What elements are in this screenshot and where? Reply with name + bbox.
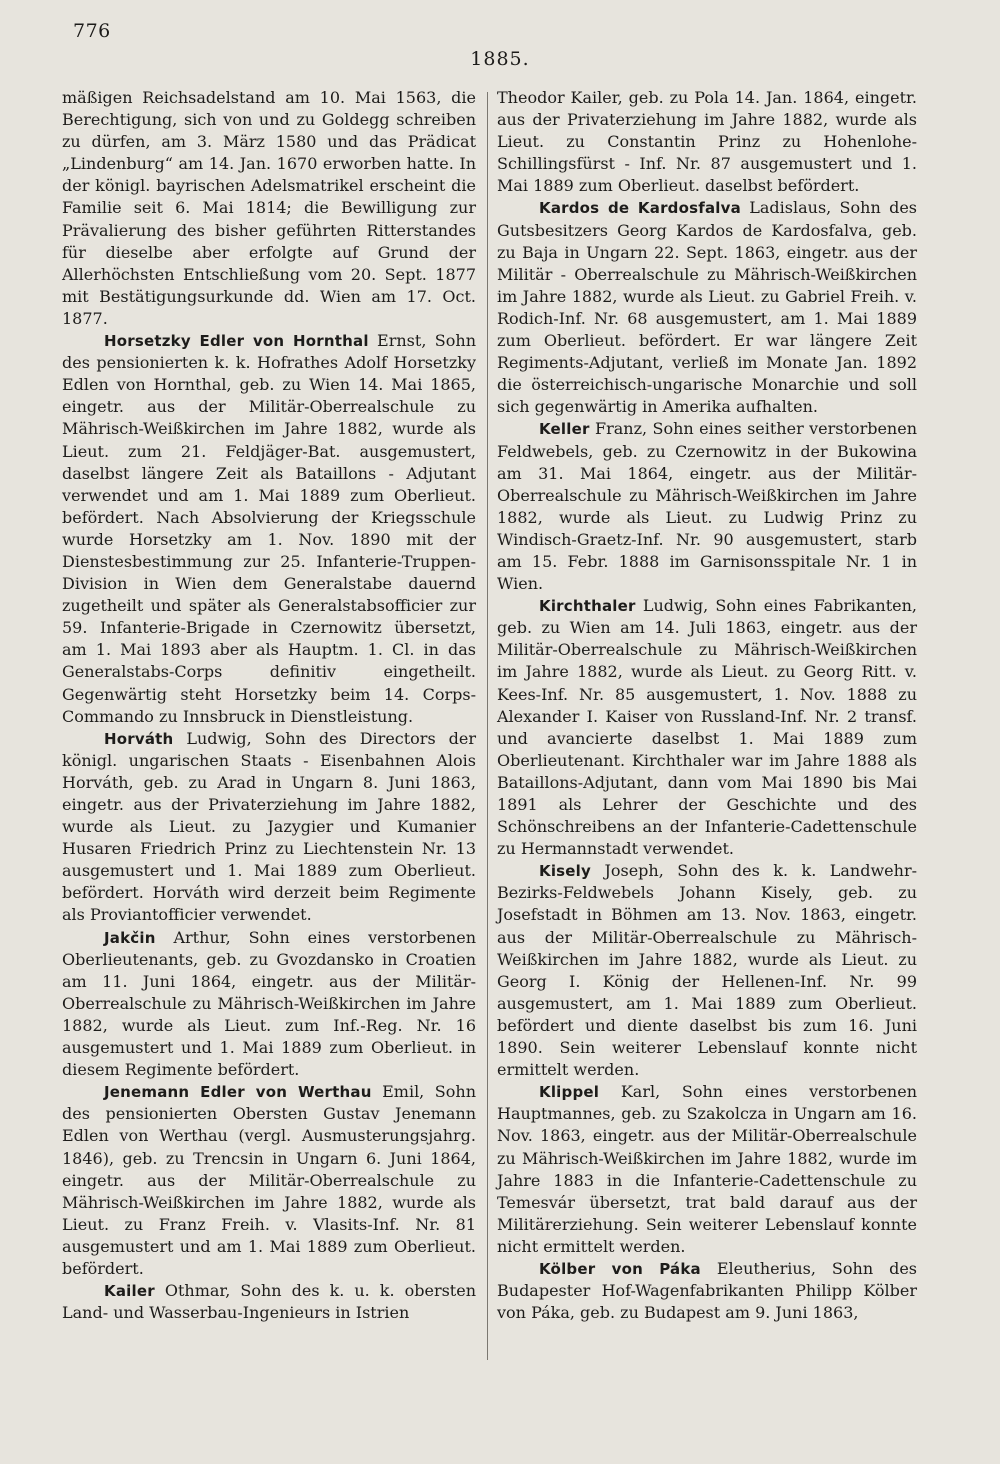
page-number: 776 bbox=[73, 20, 111, 42]
entry-horsetzky bbox=[62, 330, 476, 728]
entry-text: Eleutherius, Sohn des Budapester Hof-Wagenfabrikanten Philipp Kölber von Páka, geb. zu Budapest am 9. Juni 1863, bbox=[497, 1258, 917, 1323]
page-year-header: 1885. bbox=[470, 48, 530, 70]
entry-name: Kardos de Kardosfalva bbox=[539, 199, 741, 218]
entry-name: Kölber von Páka bbox=[539, 1259, 701, 1278]
entry-name: Horváth bbox=[104, 729, 174, 748]
entry-text: Franz, Sohn eines seither verstorbenen Feldwebels, geb. zu Czernowitz in der Bukowina am 31. Mai 1864, eingetr. aus der Militär-Oberrealschule zu Mährisch-Weißkirchen im Jahre 1882, wurde als Lieut. zu Ludwig Prinz zu Windisch-Graetz-Inf. Nr. 90 ausgemustert, starb am 15. Febr. 1888 im Garnisonsspitale Nr. 1 in Wien. bbox=[497, 419, 917, 594]
entry-name: Jenemann Edler von Werthau bbox=[104, 1083, 372, 1102]
entry-name: Kisely bbox=[539, 862, 591, 881]
entry-text: Ludwig, Sohn des Directors der königl. ungarischen Staats - Eisenbahnen Alois Horváth, geb. zu Arad in Ungarn 8. Juni 1863, eingetr. aus der Privaterziehung im Jahre 1882, wurde als Lieut. zu Jazygier und Kumanier Husaren Friedrich Prinz zu Liechtenstein Nr. 13 ausgemustert und 1. Mai 1889 zum Oberlieut. befördert. Horváth wird derzeit beim Regimente als Proviantofficier verwendet. bbox=[62, 728, 476, 925]
entry-name: Kailer bbox=[104, 1282, 155, 1301]
right-column bbox=[497, 87, 917, 1324]
entry-text: Othmar, Sohn des k. u. k. obersten Land- und Wasserbau-Ingenieurs in Istrien bbox=[62, 1281, 476, 1323]
entry-keller bbox=[497, 418, 917, 595]
left-column bbox=[62, 87, 476, 1324]
entry-jakcin bbox=[62, 927, 476, 1082]
entry-kardos bbox=[497, 197, 917, 418]
column-divider bbox=[487, 92, 488, 1360]
entry-name: Keller bbox=[539, 420, 590, 439]
entry-text: Theodor Kailer, geb. zu Pola 14. Jan. 1864, eingetr. aus der Privaterziehung im Jahre 1882, wurde als Lieut. zu Constantin Prinz zu Hohenlohe-Schillingsfürst - Inf. Nr. 87 ausgemustert und 1. Mai 1889 zum Oberlieut. daselbst befördert. bbox=[497, 88, 917, 196]
entry-kirchthaler bbox=[497, 595, 917, 860]
entry-name: Kirchthaler bbox=[539, 597, 636, 616]
entry-text: Ladislaus, Sohn des Gutsbesitzers Georg Kardos de Kardosfalva, geb. zu Baja in Ungarn 22. Sept. 1863, eingetr. aus der Militär - Oberrealschule zu Mährisch-Weißkirchen im Jahre 1882, wurde als Lieut. zu Gabriel Freih. v. Rodich-Inf. Nr. 68 ausgemustert, am 1. Mai 1889 zum Oberlieut. befördert. Er war längere Zeit Regiments-Adjutant, verließ im Monate Jan. 1892 die österreichisch-ungarische Monarchie und soll sich gegenwärtig in Amerika aufhalten. bbox=[497, 198, 917, 417]
entry-continuation bbox=[62, 87, 476, 330]
entry-text: mäßigen Reichsadelstand am 10. Mai 1563, die Berechtigung, sich von und zu Goldegg schreiben zu dürfen, am 3. März 1580 und das Prädicat „Lindenburg“ am 14. Jan. 1670 erworben hatte. In der königl. bayrischen Adelsmatrikel erscheint die Familie seit 6. Mai 1814; die Bewilligung zur Prävalierung des bisher geführten Ritterstandes für dieselbe aber erfolgte auf Grund der Allerhöchsten Entschließung vom 20. Sept. 1877 mit Bestätigungsurkunde dd. Wien am 17. Oct. 1877. bbox=[62, 88, 476, 328]
entry-text: Ludwig, Sohn eines Fabrikanten, geb. zu Wien am 14. Juli 1863, eingetr. aus der Militär-Oberrealschule zu Mährisch-Weißkirchen im Jahre 1882, wurde als Lieut. zu Georg Ritt. v. Kees-Inf. Nr. 85 ausgemustert, 1. Nov. 1888 zu Alexander I. Kaiser von Russland-Inf. Nr. 2 transf. und avancierte daselbst 1. Mai 1889 zum Oberlieutenant. Kirchthaler war im Jahre 1888 als Bataillons-Adjutant, dann vom Mai 1890 bis Mai 1891 als Lehrer der Geschichte und des Schönschreibens an der Infanterie-Cadettenschule zu Hermannstadt verwendet. bbox=[497, 596, 917, 859]
entry-name: Klippel bbox=[539, 1083, 600, 1102]
entry-text: Joseph, Sohn des k. k. Landwehr-Bezirks-Feldwebels Johann Kisely, geb. zu Josefstadt in Böhmen am 13. Nov. 1863, eingetr. aus der Militär-Oberrealschule zu Mährisch-Weißkirchen im Jahre 1882, wurde als Lieut. zu Georg I. König der Hellenen-Inf. Nr. 99 ausgemustert, am 1. Mai 1889 zum Oberlieut. befördert und diente daselbst bis zum 16. Juni 1890. Sein weiterer Lebenslauf konnte nicht ermittelt werden. bbox=[497, 861, 917, 1080]
entry-text: Ernst, Sohn des pensionierten k. k. Hofrathes Adolf Horsetzky Edlen von Hornthal, geb. zu Wien 14. Mai 1865, eingetr. aus der Militär-Oberrealschule zu Mährisch-Weißkirchen im Jahre 1882, wurde als Lieut. zum 21. Feldjäger-Bat. ausgemustert, daselbst längere Zeit als Bataillons - Adjutant verwendet und am 1. Mai 1889 zum Oberlieut. befördert. Nach Absolvierung der Kriegsschule wurde Horsetzky am 1. Nov. 1890 mit der Dienstesbestimmung zur 25. Infanterie-Truppen-Division in Wien dem Generalstabe dauernd zugetheilt und später als Generalstabsofficier zur 59. Infanterie-Brigade in Czernowitz übersetzt, am 1. Mai 1893 aber als Hauptm. 1. Cl. in das Generalstabs-Corps definitiv eingetheilt. Gegenwärtig steht Horsetzky beim 14. Corps-Commando zu Innsbruck in Dienstleistung. bbox=[62, 331, 476, 726]
entry-name: Horsetzky Edler von Hornthal bbox=[104, 332, 369, 351]
entry-jenemann bbox=[62, 1081, 476, 1280]
entry-text: Karl, Sohn eines verstorbenen Hauptmannes, geb. zu Szakolcza in Ungarn am 16. Nov. 1863, eingetr. aus der Militär-Oberrealschule zu Mährisch-Weißkirchen im Jahre 1882, wurde im Jahre 1883 in die Infanterie-Cadettenschule zu Temesvár übersetzt, trat bald darauf aus der Militärerziehung. Sein weiterer Lebenslauf konnte nicht ermittelt werden. bbox=[497, 1082, 917, 1256]
entry-kisely bbox=[497, 860, 917, 1081]
entry-kailer bbox=[62, 1280, 476, 1324]
entry-text: Emil, Sohn des pensionierten Obersten Gustav Jenemann Edlen von Werthau (vergl. Ausmusterungsjahrg. 1846), geb. zu Trencsin in Ungarn 6. Juni 1864, eingetr. aus der Militär-Oberrealschule zu Mährisch-Weißkirchen im Jahre 1882, wurde als Lieut. zu Franz Freih. v. Vlasits-Inf. Nr. 81 ausgemustert und am 1. Mai 1889 zum Oberlieut. befördert. bbox=[62, 1082, 476, 1278]
entry-koelber bbox=[497, 1258, 917, 1324]
entry-klippel bbox=[497, 1081, 917, 1258]
entry-continuation bbox=[497, 87, 917, 197]
entry-horvath bbox=[62, 728, 476, 927]
entry-name: Jakčin bbox=[104, 928, 156, 947]
entry-text: Arthur, Sohn eines verstorbenen Oberlieutenants, geb. zu Gvozdansko in Croatien am 11. Juni 1864, eingetr. aus der Militär-Oberrealschule zu Mährisch-Weißkirchen im Jahre 1882, wurde als Lieut. zum Inf.-Reg. Nr. 16 ausgemustert und 1. Mai 1889 zum Oberlieut. in diesem Regimente befördert. bbox=[62, 927, 476, 1080]
